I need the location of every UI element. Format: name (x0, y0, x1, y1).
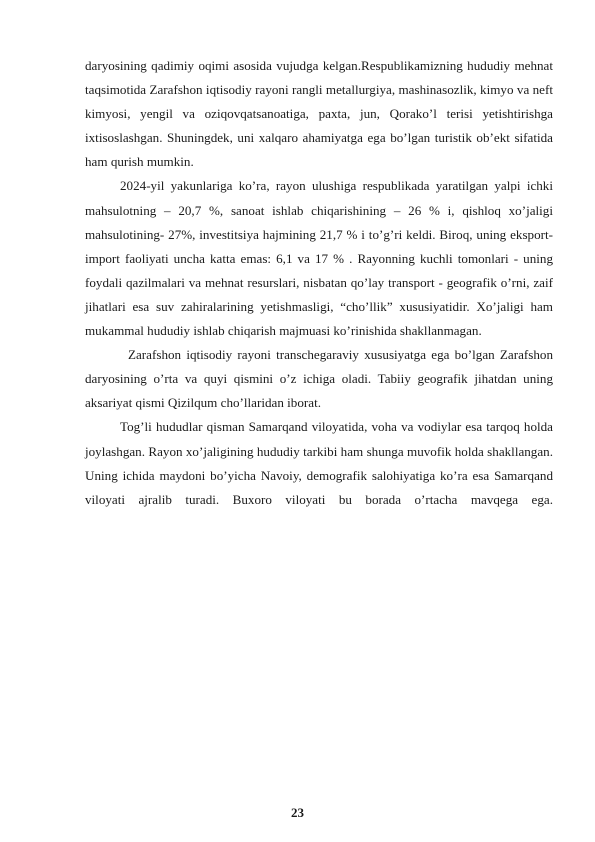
paragraph-1: daryosining qadimiy oqimi asosida vujudga kelgan.Respublikamizning hududiy mehnat taqsimotida Zarafshon iqtisodiy rayoni rangli metallurgiya, mashinasozlik, kimyo va neft kimyosi, yengil va oziqovqatsanoatiga, paxta, jun, Qorako’l terisi yetishtirishga ixtisoslashgan. Shuningdek, uni xalqaro ahamiyatga ega bo’lgan turistik ob’ekt sifatida ham qurish mumkin. (85, 58, 553, 170)
paragraph-4: Tog’li hududlar qisman Samarqand viloyatida, voha va vodiylar esa tarqoq holda joylashgan. Rayon xo’jaligining hududiy tarkibi ham shunga muvofik holda shakllangan. Uning ichida maydoni bo’yicha Navoiy, demografik salohiyatiga ko’ra esa Samarqand viloyati ajralib turadi. Buxoro viloyati bu borada o’rtacha mavqega ega. (85, 419, 553, 507)
paragraph-3: Zarafshon iqtisodiy rayoni transchegaraviy xususiyatga ega bo’lgan Zarafshon daryosining o’rta va quyi qismini o’z ichiga oladi. Tabiiy geografik jihatdan uning aksariyat qismi Qizilqum cho’llaridan iborat. (85, 347, 553, 411)
paragraph-2: 2024-yil yakunlariga ko’ra, rayon ulushiga respublikada yaratilgan yalpi ichki mahsulotning – 20,7 %, sanoat ishlab chiqarishining – 26 % i, qishloq xo’jaligi mahsulotining- 27%, investitsiya hajmining 21,7 % i to’g’ri keldi. Biroq, uning eksport-import faoliyati uncha katta emas: 6,1 va 17 % . Rayonning kuchli tomonlari - uning foydali qazilmalari va mehnat resurslari, nisbatan qo’lay transport - geografik o’rni, zaif jihatlari esa suv zahiralarining yetishmasligi, “cho’llik” xususiyatidir. Xo’jaligi ham mukammal hududiy ishlab chiqarish majmuasi ko’rinishida shakllanmagan. (85, 178, 553, 339)
body-text (85, 54, 553, 512)
page-number: 23 (291, 805, 304, 820)
